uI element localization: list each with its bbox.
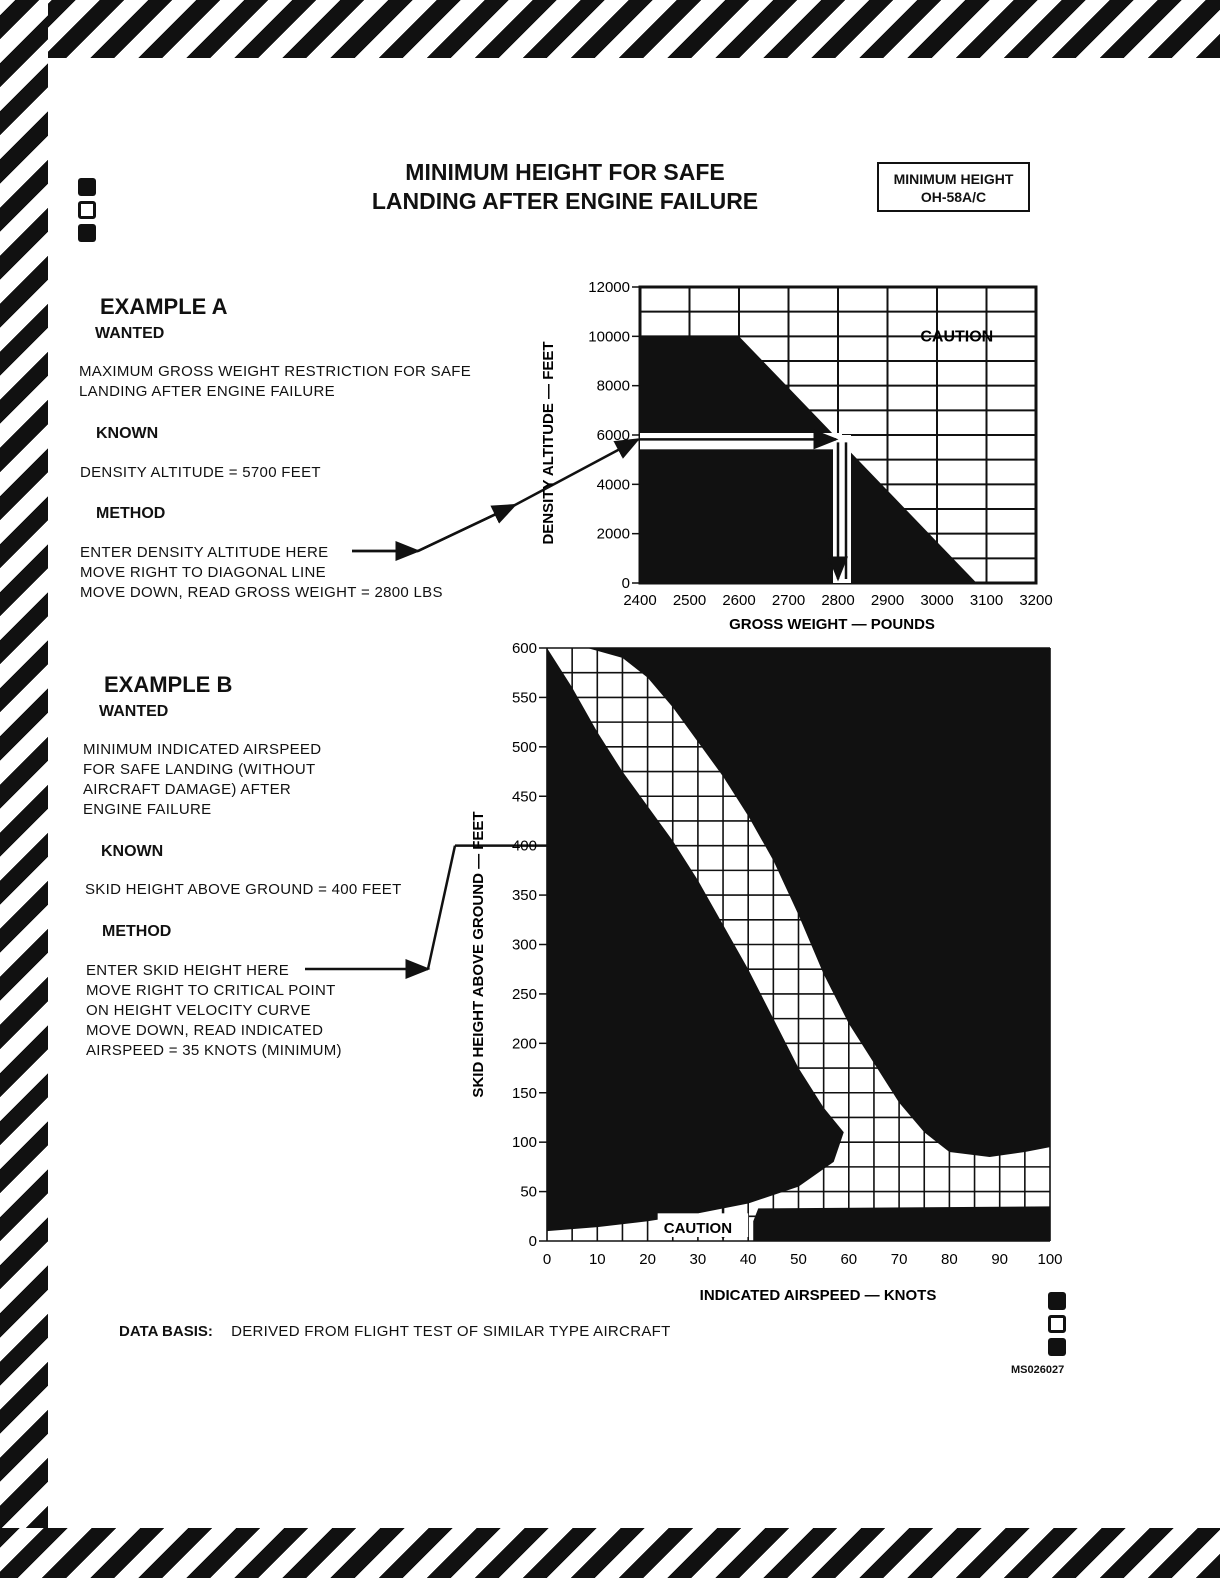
y-tick-label: 450 bbox=[511, 788, 537, 806]
x-tick-label: 30 bbox=[689, 1251, 707, 1268]
x-tick-label: 2500 bbox=[672, 592, 707, 609]
x-tick-label: 40 bbox=[739, 1251, 757, 1268]
title-line-2: LANDING AFTER ENGINE FAILURE bbox=[371, 188, 759, 214]
x-tick-label: 100 bbox=[1037, 1251, 1063, 1268]
y-tick-label: 500 bbox=[511, 738, 537, 756]
y-tick-label: 200 bbox=[511, 1035, 537, 1053]
y-tick-label: 350 bbox=[511, 887, 537, 905]
x-tick-label: 50 bbox=[790, 1251, 807, 1268]
y-tick-label: 150 bbox=[511, 1084, 537, 1102]
y-axis-label: DENSITY ALTITUDE — FEET bbox=[540, 341, 557, 545]
y-tick-label: 400 bbox=[511, 837, 537, 855]
y-tick-label: 0 bbox=[621, 575, 630, 592]
example-a-method-text: ENTER DENSITY ALTITUDE HERE MOVE RIGHT TO DIAGONAL LINE MOVE DOWN, READ GROSS WEIGHT = 2800 LBS bbox=[80, 544, 443, 601]
x-tick-label: 10 bbox=[588, 1251, 606, 1268]
x-axis-label: INDICATED AIRSPEED — KNOTS bbox=[699, 1287, 937, 1304]
example-b-method-label: METHOD bbox=[102, 923, 172, 940]
y-tick-label: 10000 bbox=[588, 328, 630, 346]
x-tick-label: 2700 bbox=[771, 592, 806, 609]
y-tick-label: 250 bbox=[511, 985, 537, 1003]
example-b-heading: EXAMPLE B bbox=[104, 672, 233, 697]
x-tick-label: 90 bbox=[991, 1251, 1009, 1268]
leader-line bbox=[428, 846, 455, 969]
example-a-known-label: KNOWN bbox=[96, 425, 159, 442]
example-b-known-label: KNOWN bbox=[101, 843, 164, 860]
data-basis-text: DERIVED FROM FLIGHT TEST OF SIMILAR TYPE AIRCRAFT bbox=[231, 1323, 671, 1340]
y-tick-label: 50 bbox=[520, 1183, 537, 1201]
y-tick-label: 4000 bbox=[596, 476, 630, 494]
y-tick-label: 550 bbox=[511, 689, 537, 707]
y-axis-label: SKID HEIGHT ABOVE GROUND — FEET bbox=[470, 811, 487, 1098]
example-a-known-text: DENSITY ALTITUDE = 5700 FEET bbox=[80, 464, 321, 481]
example-b-known-text: SKID HEIGHT ABOVE GROUND = 400 FEET bbox=[85, 881, 402, 898]
x-tick-label: 3100 bbox=[969, 592, 1004, 609]
x-tick-label: 60 bbox=[840, 1251, 858, 1268]
caution-annotation: CAUTION bbox=[663, 1220, 733, 1238]
tag-line-1: MINIMUM HEIGHT bbox=[893, 171, 1014, 187]
tag-line-2: OH-58A/C bbox=[920, 189, 987, 205]
example-b-wanted-label: WANTED bbox=[99, 703, 169, 720]
y-tick-label: 6000 bbox=[596, 427, 630, 444]
caution-annotation: CAUTION bbox=[920, 328, 994, 346]
x-tick-label: 3000 bbox=[920, 592, 954, 609]
y-tick-label: 300 bbox=[511, 936, 537, 954]
x-tick-label: 2800 bbox=[821, 592, 855, 609]
example-b-method-text: ENTER SKID HEIGHT HERE MOVE RIGHT TO CRITICAL POINT ON HEIGHT VELOCITY CURVE MOVE DOWN, READ INDICATED AIRSPEED = 35 KNOTS (MINIMUM) bbox=[86, 962, 342, 1059]
x-tick-label: 2400 bbox=[623, 592, 657, 609]
figure-id: MS026027 bbox=[1011, 1364, 1065, 1376]
x-tick-label: 20 bbox=[639, 1251, 656, 1268]
example-a-wanted-label: WANTED bbox=[95, 325, 165, 342]
y-tick-label: 8000 bbox=[596, 377, 630, 395]
example-b-wanted-text: MINIMUM INDICATED AIRSPEED FOR SAFE LANDING (WITHOUT AIRCRAFT DAMAGE) AFTER ENGINE FAILURE bbox=[83, 741, 322, 818]
y-tick-label: 100 bbox=[511, 1134, 537, 1152]
y-tick-label: 600 bbox=[511, 640, 537, 657]
x-tick-label: 2600 bbox=[722, 592, 756, 609]
example-a-heading: EXAMPLE A bbox=[100, 294, 228, 319]
title-line-1: MINIMUM HEIGHT FOR SAFE bbox=[405, 159, 725, 185]
avoid-region-speed bbox=[753, 1206, 1050, 1241]
x-tick-label: 0 bbox=[542, 1251, 552, 1268]
example-a-method-label: METHOD bbox=[96, 505, 166, 522]
y-tick-label: 2000 bbox=[596, 525, 630, 543]
x-axis-label: GROSS WEIGHT — POUNDS bbox=[729, 616, 935, 633]
x-tick-label: 2900 bbox=[870, 592, 905, 609]
y-tick-label: 0 bbox=[528, 1233, 537, 1250]
y-tick-label: 12000 bbox=[588, 279, 630, 296]
example-a-wanted-text: MAXIMUM GROSS WEIGHT RESTRICTION FOR SAFE LANDING AFTER ENGINE FAILURE bbox=[79, 363, 472, 400]
x-tick-label: 70 bbox=[890, 1251, 908, 1268]
x-tick-label: 3200 bbox=[1019, 592, 1053, 609]
data-basis-label: DATA BASIS: bbox=[119, 1323, 213, 1340]
x-tick-label: 80 bbox=[941, 1251, 958, 1268]
